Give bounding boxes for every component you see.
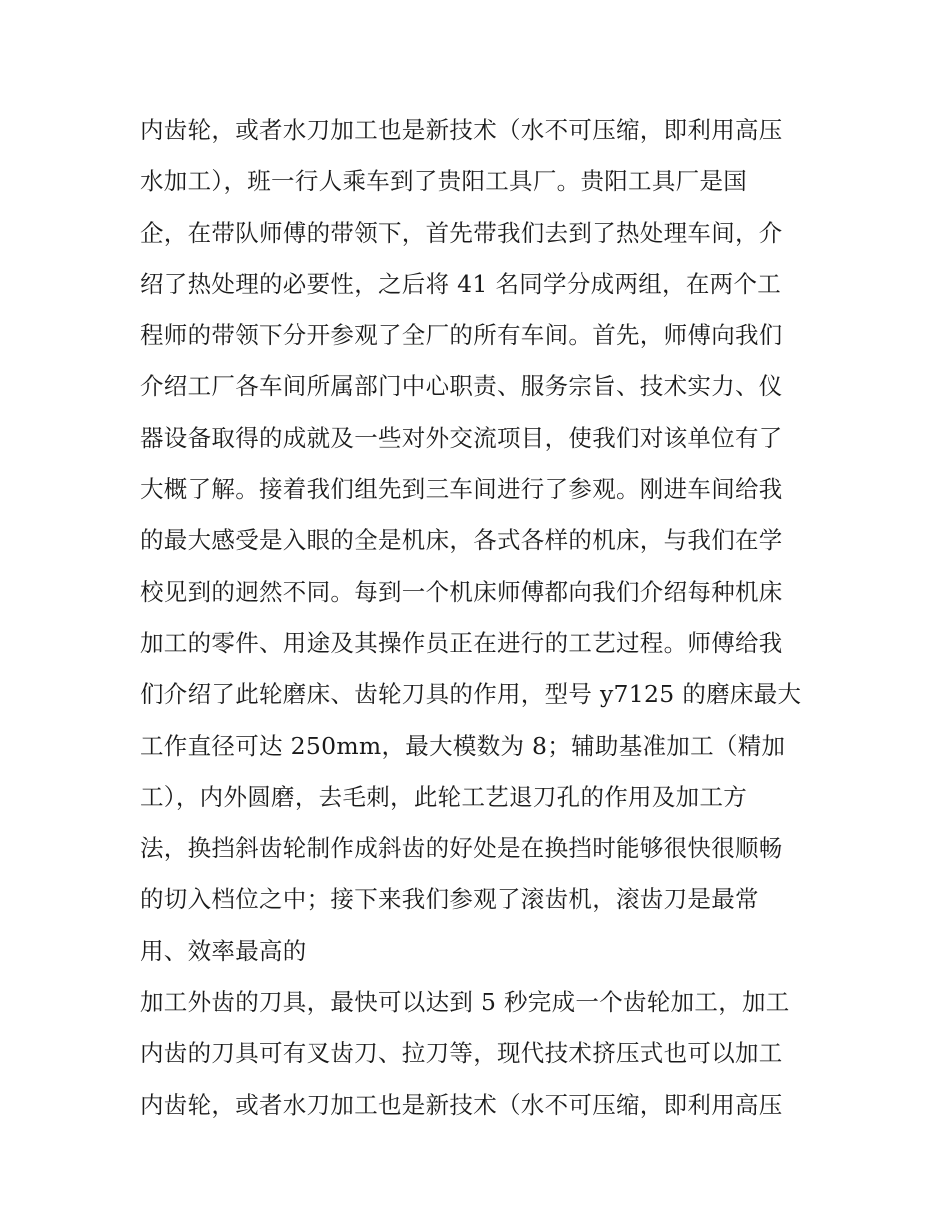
text-line: 法，换挡斜齿轮制作成斜齿的好处是在换挡时能够很快很顺畅: [140, 834, 783, 863]
text-line: 工作直径可达 250mm，最大模数为 8；辅助基准加工（精加: [140, 731, 786, 760]
text-line: 校见到的迥然不同。每到一个机床师傅都向我们介绍每种机床: [140, 577, 783, 606]
text-line: 的切入档位之中；接下来我们参观了滚齿机，滚齿刀是最常: [140, 885, 759, 914]
text-line: 加工外齿的刀具，最快可以达到 5 秒完成一个齿轮加工，加工: [140, 988, 790, 1017]
text-line: 大概了解。接着我们组先到三车间进行了参观。刚进车间给我: [140, 475, 783, 504]
text-line: 内齿的刀具可有叉齿刀、拉刀等，现代技术挤压式也可以加工: [140, 1039, 783, 1068]
text-line: 器设备取得的成就及一些对外交流项目，使我们对该单位有了: [140, 423, 783, 452]
text-line: 加工的零件、用途及其操作员正在进行的工艺过程。师傅给我: [140, 628, 783, 657]
text-line: 工），内外圆磨，去毛刺，此轮工艺退刀孔的作用及加工方: [140, 782, 748, 811]
text-line: 程师的带领下分开参观了全厂的所有车间。首先，师傅向我们: [140, 321, 783, 350]
text-line: 的最大感受是入眼的全是机床，各式各样的机床，与我们在学: [140, 526, 783, 555]
text-line: 企，在带队师傅的带领下，首先带我们去到了热处理车间，介: [140, 218, 783, 247]
text-line: 们介绍了此轮磨床、齿轮刀具的作用，型号 y7125 的磨床最大: [140, 680, 802, 709]
body-text: [140, 105, 820, 1131]
text-line: 内齿轮，或者水刀加工也是新技术（水不可压缩，即利用高压: [140, 1090, 783, 1119]
text-line: 水加工），班一行人乘车到了贵阳工具厂。贵阳工具厂是国: [140, 167, 748, 196]
text-line: 绍了热处理的必要性，之后将 41 名同学分成两组，在两个工: [140, 269, 782, 298]
text-line: 用、效率最高的: [140, 936, 307, 965]
text-line: 内齿轮，或者水刀加工也是新技术（水不可压缩，即利用高压: [140, 116, 783, 144]
text-line: 介绍工厂各车间所属部门中心职责、服务宗旨、技术实力、仪: [140, 372, 783, 401]
